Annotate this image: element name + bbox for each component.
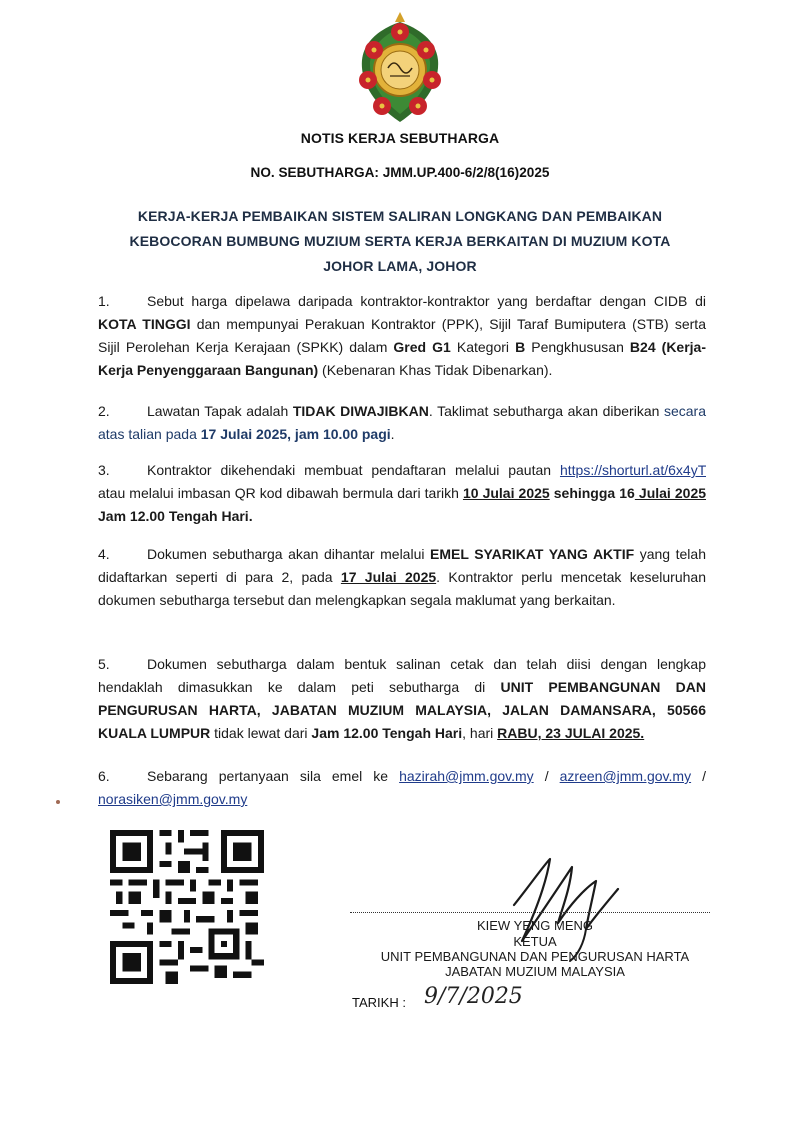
scan-speck (56, 800, 60, 804)
paragraph-number: 5. (98, 656, 110, 672)
text: Kontraktor dikehendaki membuat pendaftaran melalui pautan (147, 462, 560, 478)
delivery-date: 17 Julai 2025 (340, 569, 437, 585)
text: tidak lewat dari (210, 725, 312, 741)
email-link-hazirah[interactable]: hazirah@jmm.gov.my (399, 768, 534, 784)
text: Dokumen sebutharga akan dihantar melalui (147, 546, 431, 562)
date-label: TARIKH : (352, 995, 406, 1010)
paragraph-number: 3. (98, 462, 110, 478)
separator: / (691, 768, 707, 784)
deadline-date: RABU, 23 JULAI 2025. (497, 725, 645, 741)
district-name: KOTA TINGGI (98, 316, 191, 332)
project-heading (80, 204, 720, 279)
paragraph-number: 6. (98, 768, 110, 784)
email-link-norasiken[interactable]: norasiken@jmm.gov.my (98, 791, 248, 807)
text: Kategori (450, 339, 516, 355)
text: dan mempunyai Perakuan Kontraktor (PPK), Sijil Taraf Bumiputera (STB) serta Sijil Perolehan Kerja Kerajaan (SPKK) dalam (98, 316, 706, 355)
text: . Kontraktor perlu mencetak keseluruhan dokumen sebutharga tersebut dan melengkapkan segala maklumat yang berkaitan. (98, 569, 706, 608)
paragraph-number: 2. (98, 403, 110, 419)
text: , hari (462, 725, 498, 741)
paragraph-5 (98, 653, 706, 745)
site-visit-status: TIDAK DIWAJIBKAN (292, 403, 429, 419)
specialization: B24 (Kerja-Kerja Penyenggaraan Bangunan) (98, 339, 706, 378)
deadline-time: Jam 12.00 Tengah Hari (311, 725, 463, 741)
signatory-department: JABATAN MUZIUM MALAYSIA (445, 964, 625, 979)
paragraph-number: 4. (98, 546, 110, 562)
paragraph-2 (98, 400, 706, 446)
submission-address: UNIT PEMBANGUNAN DAN PENGURUSAN HARTA, JABATAN MUZIUM MALAYSIA, JALAN DAMANSARA, 50566 KUALA LUMPUR (98, 679, 706, 741)
separator: / (533, 768, 560, 784)
grade: Gred G1 (393, 339, 451, 355)
delivery-method: EMEL SYARIKAT YANG AKTIF (430, 546, 635, 562)
text: Sebarang pertanyaan sila emel ke (147, 768, 400, 784)
registration-qr-code[interactable] (110, 830, 264, 984)
handwritten-date: 9/7/2025 (424, 984, 523, 1009)
text: Pengkhususan (525, 339, 630, 355)
heading-line-2: KEBOCORAN BUMBUNG MUZIUM SERTA KERJA BERKAITAN DI MUZIUM KOTA (129, 233, 671, 249)
heading-line-1: KERJA-KERJA PEMBAIKAN SISTEM SALIRAN LONGKANG DAN PEMBAIKAN (137, 208, 663, 224)
email-link-azreen[interactable]: azreen@jmm.gov.my (559, 768, 692, 784)
paragraph-6 (98, 765, 706, 811)
paragraph-1 (98, 290, 706, 382)
start-date: 10 Julai 2025 (462, 485, 550, 501)
text: . (390, 426, 395, 442)
signatory-name: KIEW YENG MENG (476, 918, 594, 933)
text: secara atas talian pada (98, 403, 707, 442)
jabatan-muzium-emblem (352, 10, 448, 126)
notice-title: NOTIS KERJA SEBUTHARGA (300, 130, 500, 146)
signatory-unit: UNIT PEMBANGUNAN DAN PENGURUSAN HARTA (380, 949, 690, 964)
registration-link[interactable]: https://shorturl.at/6x4yT (559, 462, 706, 478)
text: Dokumen sebutharga dalam bentuk salinan cetak dan telah diisi dengan lengkap hendaklah dimasukkan ke dalam peti sebutharga di (98, 656, 706, 695)
end-time: Jam 12.00 Tengah Hari. (98, 508, 253, 524)
paragraph-3 (98, 459, 706, 528)
end-date-part: Julai 2025 (634, 485, 707, 501)
heading-line-3: JOHOR LAMA, JOHOR (323, 258, 477, 274)
tender-reference: NO. SEBUTHARGA: JMM.UP.400-6/2/8(16)2025 (250, 165, 550, 180)
paragraph-4 (98, 543, 706, 612)
text: (Kebenaran Khas Tidak Dibenarkan). (318, 362, 553, 378)
text: yang telah didaftarkan seperti di para 2, pada (98, 546, 706, 585)
text: atau melalui imbasan QR kod dibawah bermula dari tarikh (98, 485, 463, 501)
paragraph-number: 1. (98, 293, 110, 309)
text: Sebut harga dipelawa daripada kontraktor-kontraktor yang berdaftar dengan CIDB di (147, 293, 706, 309)
briefing-datetime: 17 Julai 2025, jam 10.00 pagi (200, 426, 391, 442)
signatory-position: KETUA (513, 934, 557, 949)
signature-line (350, 912, 710, 913)
text: . Taklimat sebutharga akan diberikan (428, 403, 664, 419)
category: B (515, 339, 526, 355)
end-date-part: sehingga 16 (549, 485, 635, 501)
text: Lawatan Tapak adalah (147, 403, 293, 419)
